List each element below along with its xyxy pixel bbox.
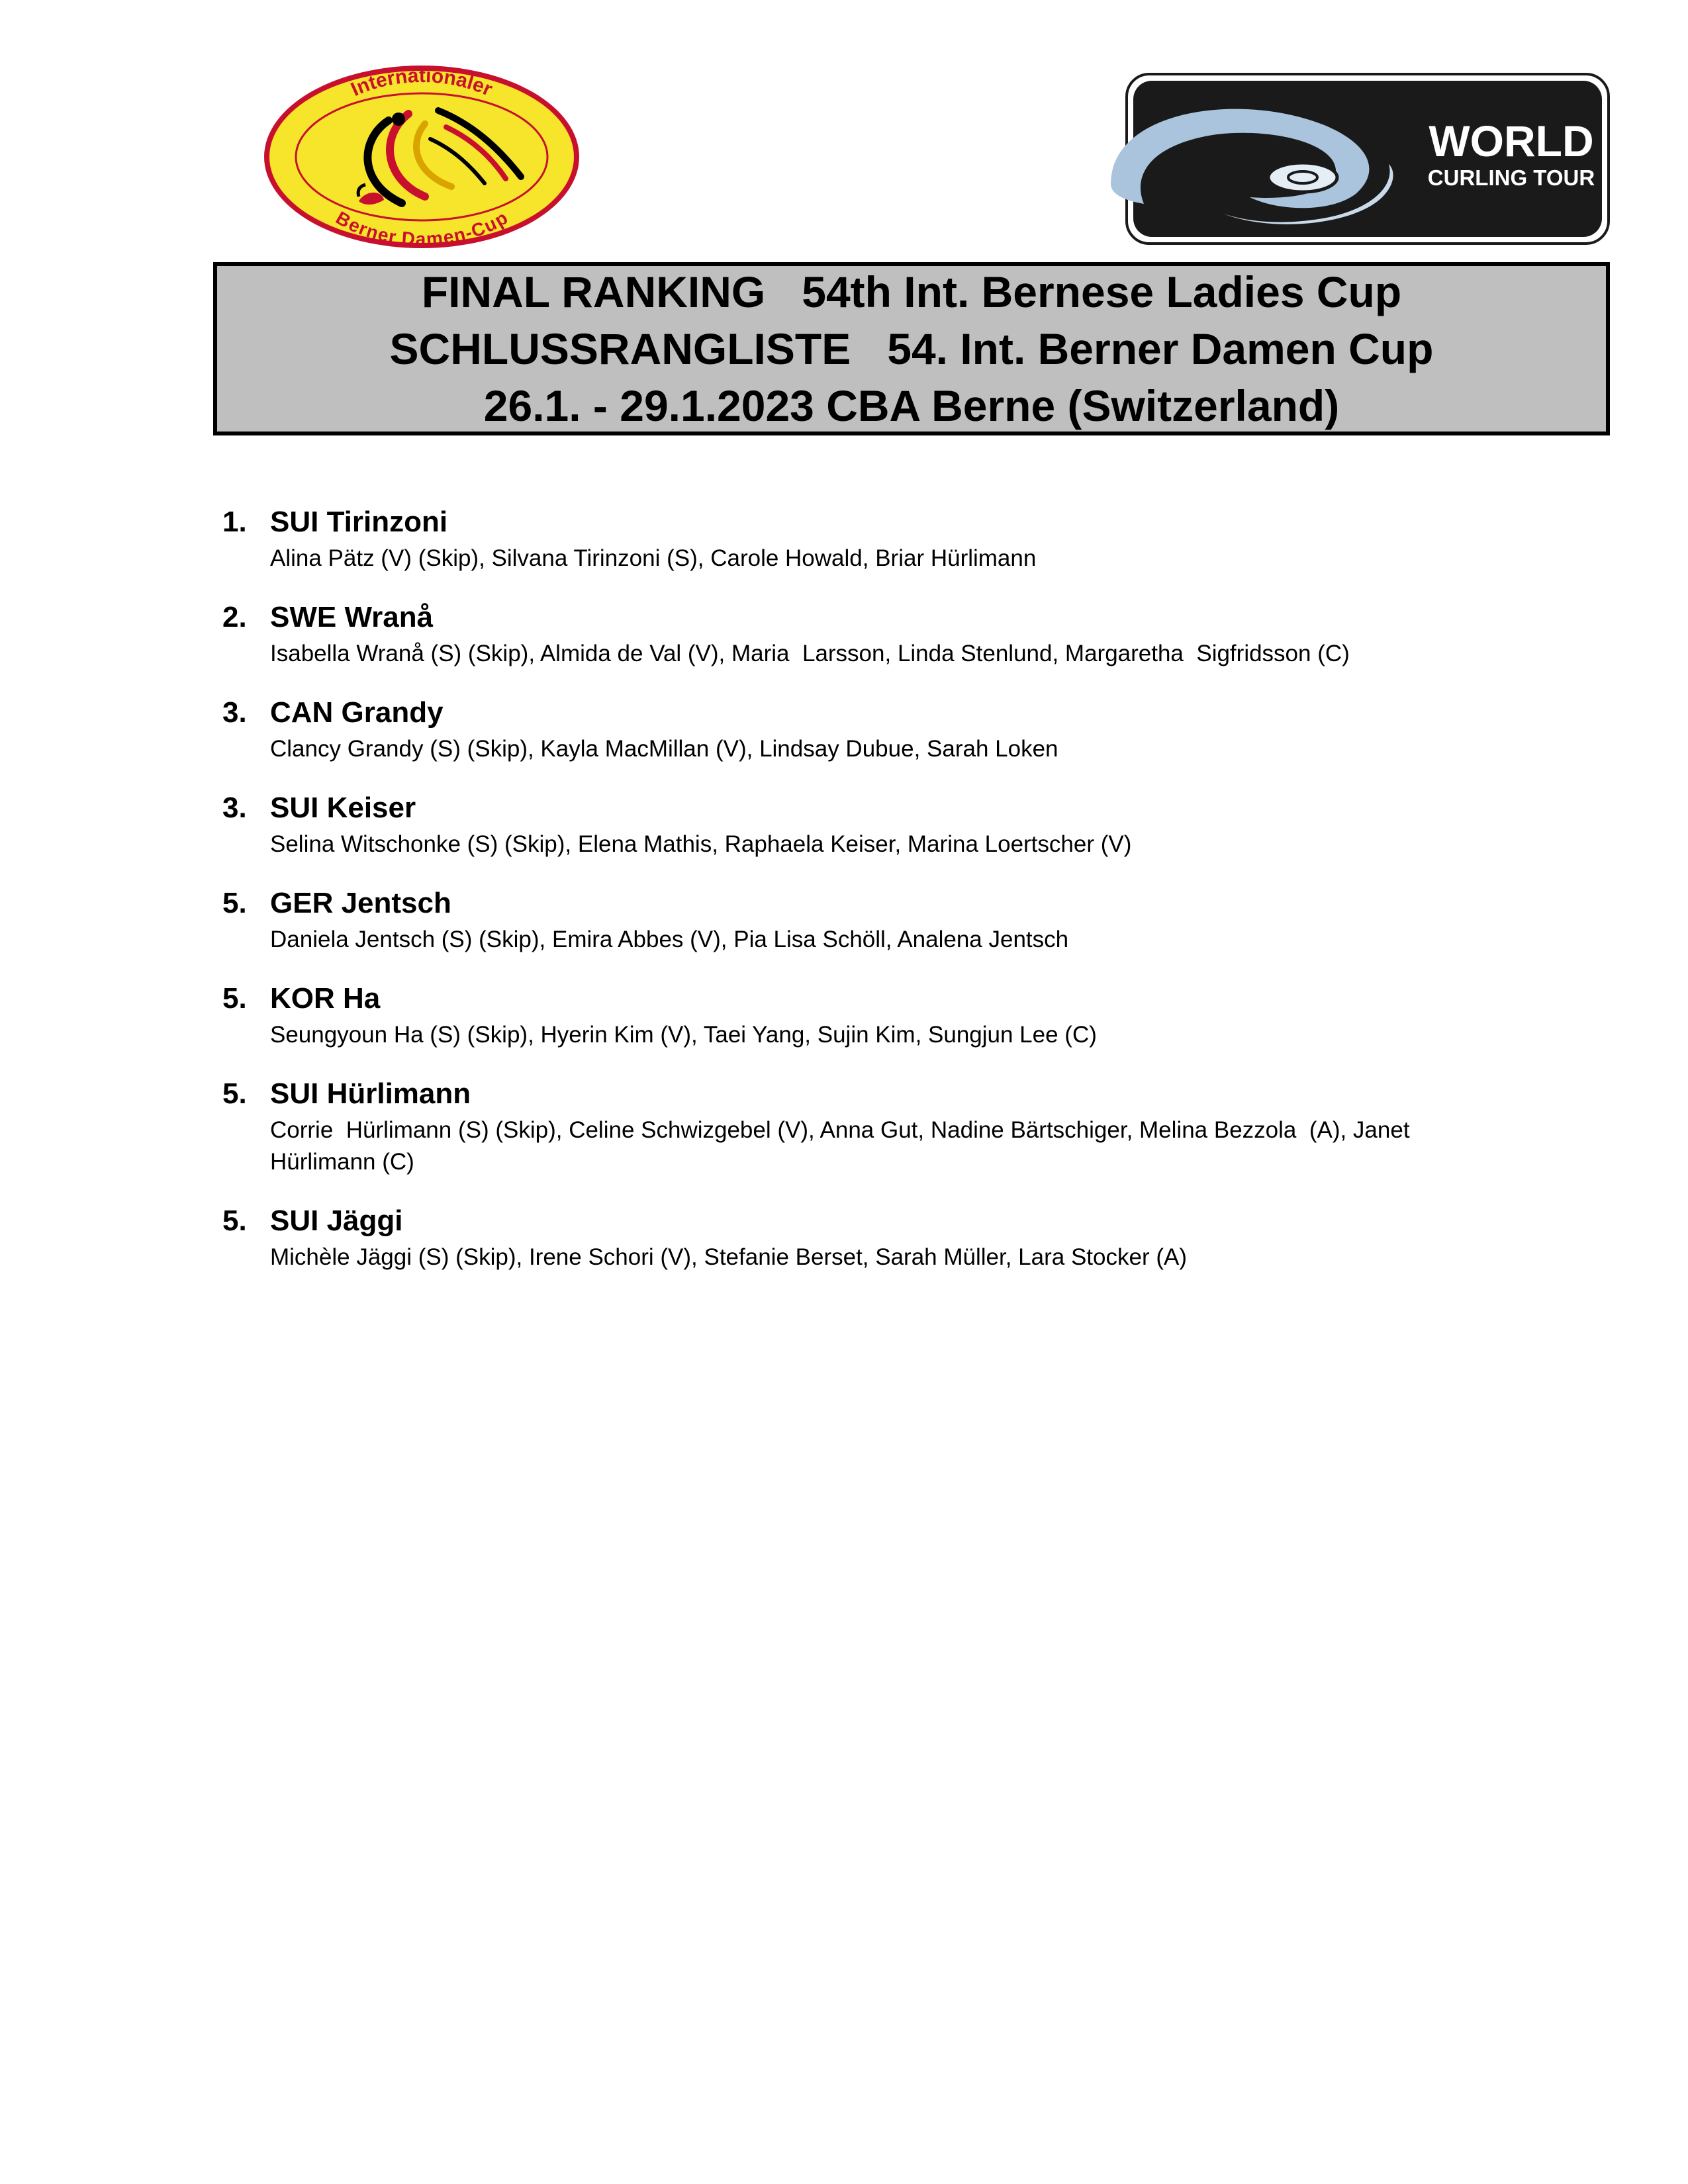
team-name: SUI Keiser [270,792,416,824]
team-players: Clancy Grandy (S) (Skip), Kayla MacMillan (V), Lindsay Dubue, Sarah Loken [270,736,1058,762]
rank-number: 5. [222,1205,247,1237]
title-line-dates: 26.1. - 29.1.2023 CBA Berne (Switzerland) [483,381,1340,430]
logo-text-world: WORLD [1429,116,1594,165]
ranking-entry [222,695,1540,765]
team-name: KOR Ha [270,982,381,1015]
team-name: SUI Jäggi [270,1205,403,1237]
ranking-entry [222,504,1540,574]
ranking-entry [222,1203,1540,1273]
berner-damen-cup-emblem [259,61,584,253]
team-players: Michèle Jäggi (S) (Skip), Irene Schori (V), Stefanie Berset, Sarah Müller, Lara Stocker (A) [270,1244,1187,1270]
team-name: SUI Hürlimann [270,1077,471,1110]
ranking-entry [222,981,1540,1051]
ranking-entry [222,886,1540,956]
team-name: CAN Grandy [270,696,444,729]
rank-number: 2. [222,601,247,633]
team-players: Seungyoun Ha (S) (Skip), Hyerin Kim (V), Taei Yang, Sujin Kim, Sungjun Lee (C) [270,1022,1097,1048]
logo-text-curling-tour: CURLING TOUR [1427,165,1595,190]
team-players: Corrie Hürlimann (S) (Skip), Celine Schwizgebel (V), Anna Gut, Nadine Bärtschiger, Melina Bezzola (A), Janet Hürlimann (C) [270,1117,1410,1175]
rank-number: 3. [222,792,247,824]
title-box [213,262,1610,435]
ranking-entry [222,790,1540,860]
logo-text-top: Internationaler [348,64,496,101]
rank-number: 5. [222,1077,247,1110]
title-line-german: SCHLUSSRANGLISTE 54. Int. Berner Damen Cup [389,324,1434,373]
rank-number: 3. [222,696,247,729]
team-name: GER Jentsch [270,887,451,919]
rank-number: 5. [222,887,247,919]
ranking-entry [222,1076,1540,1178]
rank-number: 5. [222,982,247,1015]
team-players: Daniela Jentsch (S) (Skip), Emira Abbes (V), Pia Lisa Schöll, Analena Jentsch [270,927,1069,952]
team-players: Selina Witschonke (S) (Skip), Elena Mathis, Raphaela Keiser, Marina Loertscher (V) [270,831,1132,857]
team-players: Alina Pätz (V) (Skip), Silvana Tirinzoni (S), Carole Howald, Briar Hürlimann [270,545,1037,571]
team-name: SWE Wranå [270,601,434,633]
berner-damen-cup-logo [259,61,584,253]
world-curling-tour-emblem [1104,71,1614,249]
logo-text-bottom: Berner Damen-Cup [332,207,512,250]
team-players: Isabella Wranå (S) (Skip), Almida de Val (V), Maria Larsson, Linda Stenlund, Margaretha Sigfridsson (C) [270,641,1350,666]
team-name: SUI Tirinzoni [270,506,448,538]
title-line-english: FINAL RANKING 54th Int. Bernese Ladies Cup [421,267,1402,316]
ranking-list [222,504,1540,1298]
ranking-entry [222,600,1540,670]
rank-number: 1. [222,506,247,538]
world-curling-tour-logo [1104,71,1614,249]
